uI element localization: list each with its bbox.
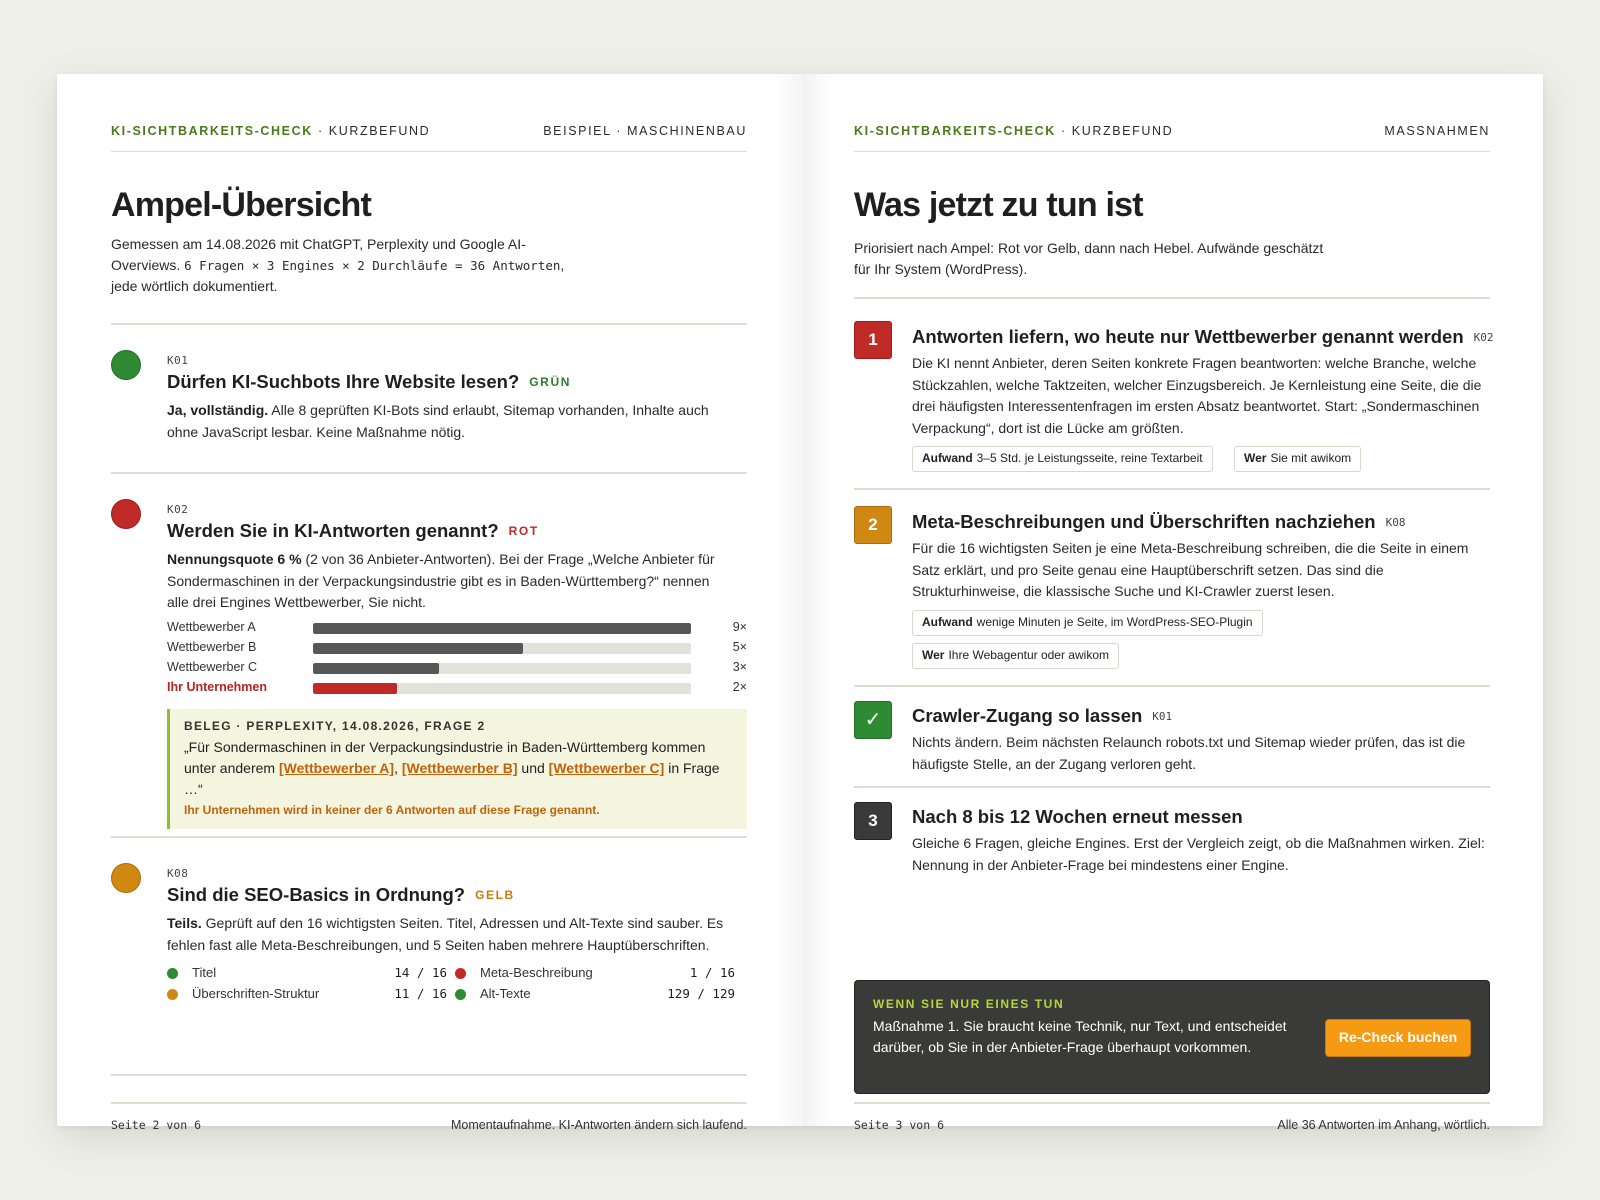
bar-label: Wettbewerber A bbox=[167, 620, 256, 634]
page-left bbox=[111, 74, 747, 1132]
status-dot-green bbox=[111, 350, 141, 380]
measure-text: Gleiche 6 Fragen, gleiche Engines. Erst der Vergleich zeigt, ob die Maßnahmen wirken. Ziel: Nennung in der Anbieter-Frage bei mindestens einer Engine. bbox=[912, 835, 1485, 873]
bar-track bbox=[313, 643, 691, 654]
intro-line: jede wörtlich dokumentiert. bbox=[111, 278, 278, 294]
quote-text: „Für Sondermaschinen in der Verpackungsindustrie in Baden-Württemberg kommen unter anderem bbox=[184, 739, 706, 776]
intro-text bbox=[111, 234, 564, 297]
priority-badge: 3 bbox=[854, 802, 892, 840]
metric-dot bbox=[455, 989, 466, 1000]
quote-conjunction: und bbox=[517, 760, 549, 776]
header-subtitle: KURZBEFUND bbox=[1071, 124, 1174, 138]
header-section-label: MASSNAHMEN bbox=[1384, 124, 1490, 138]
header-section-label: BEISPIEL · MASCHINENBAU bbox=[543, 124, 747, 138]
finding-text: Geprüft auf den 16 wichtigsten Seiten. Titel, Adressen und Alt-Texte sind sauber. Es fehlen fast alle Meta-Beschreibungen, und 5 Seiten haben mehrere Hauptüberschriften. bbox=[167, 915, 724, 953]
bar-row-own-company bbox=[167, 679, 747, 697]
header-separator: · bbox=[317, 124, 324, 138]
brand-label: KI-SICHTBARKEITS-CHECK bbox=[854, 124, 1056, 138]
divider bbox=[111, 323, 747, 325]
bar-label: Wettbewerber B bbox=[167, 640, 257, 654]
intro-suffix: , bbox=[560, 257, 565, 273]
metric-label: Überschriften-Struktur bbox=[192, 986, 320, 1001]
seo-metric bbox=[455, 985, 735, 1005]
footer-rule bbox=[854, 1102, 1490, 1104]
status-dot-amber bbox=[111, 863, 141, 893]
intro-line: für Ihr System (WordPress). bbox=[854, 261, 1028, 277]
divider bbox=[111, 1074, 747, 1076]
header-subtitle: KURZBEFUND bbox=[328, 124, 431, 138]
criterion-question bbox=[167, 371, 571, 393]
metric-label: Alt-Texte bbox=[480, 986, 531, 1001]
callout-heading: WENN SIE NUR EINES TUN bbox=[873, 997, 1065, 1011]
measure-text: Nichts ändern. Beim nächsten Relaunch robots.txt und Sitemap wieder prüfen, das ist die häufigste Stelle, an der Zugang verloren geht. bbox=[912, 734, 1466, 772]
measure-title bbox=[912, 326, 1494, 348]
bar-track bbox=[313, 663, 691, 674]
chip-value: Sie mit awikom bbox=[1270, 451, 1352, 465]
finding-lead: Nennungsquote 6 % bbox=[167, 551, 302, 567]
criterion-body bbox=[167, 549, 735, 614]
measure-text: Die KI nennt Anbieter, deren Seiten konkrete Fragen beantworten: welche Branche, welche Stückzahlen, welche Taktzeiten, welcher Einzugsbereich. Je Kernleistung eine Seite, die die drei häufigsten Interessentenfragen im ersten Absatz beantwortet. Start: „Sondermaschinen Verpackung“, dort ist die Lücke am größten. bbox=[912, 355, 1482, 436]
criterion-body bbox=[167, 400, 735, 443]
finding-text: Alle 8 geprüften KI-Bots sind erlaubt, Sitemap vorhanden, Inhalte auch ohne JavaScript lesbar. Keine Maßnahme nötig. bbox=[167, 402, 709, 440]
finding-text: (2 von 36 Anbieter-Antworten). Bei der Frage „Welche Anbieter für Sondermaschinen in der Verpackungsindustrie gibt es in Baden-Württemberg?“ nennen alle drei Engines Wettbewerber, Sie nicht. bbox=[167, 551, 715, 610]
owner-chip bbox=[912, 643, 1119, 669]
chip-key: Wer bbox=[1244, 451, 1267, 465]
bar-row bbox=[167, 639, 747, 657]
question-text: Werden Sie in KI-Antworten genannt? bbox=[167, 520, 499, 541]
competitor-b-ref: [Wettbewerber B] bbox=[401, 760, 518, 776]
page-number: Seite 2 von 6 bbox=[111, 1118, 202, 1132]
status-label: GELB bbox=[475, 888, 515, 902]
effort-chip bbox=[912, 610, 1263, 636]
bar-fill bbox=[313, 643, 523, 654]
metric-dot bbox=[167, 989, 178, 1000]
chip-key: Aufwand bbox=[922, 451, 973, 465]
bar-count: 3× bbox=[732, 660, 747, 674]
check-badge: ✓ bbox=[854, 701, 892, 739]
evidence-header: BELEG · PERPLEXITY, 14.08.2026, FRAGE 2 bbox=[184, 719, 486, 733]
bar-fill bbox=[313, 623, 691, 634]
intro-prefix: Overviews. bbox=[111, 257, 181, 273]
criterion-question bbox=[167, 520, 539, 542]
measure-code: K02 bbox=[1473, 331, 1494, 344]
footer-rule bbox=[111, 1102, 747, 1104]
measure-title-text: Nach 8 bis 12 Wochen erneut messen bbox=[912, 806, 1243, 827]
measure-title-text: Meta-Beschreibungen und Überschriften nachziehen bbox=[912, 511, 1376, 532]
intro-line bbox=[111, 255, 564, 276]
evidence-note: Ihr Unternehmen wird in keiner der 6 Antworten auf diese Frage genannt. bbox=[184, 803, 600, 817]
competitor-a-ref: [Wettbewerber A] bbox=[278, 760, 395, 776]
header-separator: · bbox=[1060, 124, 1067, 138]
metric-value: 14 / 16 bbox=[394, 965, 447, 980]
metric-dot bbox=[167, 968, 178, 979]
page-number: Seite 3 von 6 bbox=[854, 1118, 945, 1132]
measure-code: K01 bbox=[1152, 710, 1173, 723]
bar-count: 9× bbox=[732, 620, 747, 634]
criterion-code: K08 bbox=[167, 867, 189, 880]
divider bbox=[111, 472, 747, 474]
status-dot-red bbox=[111, 499, 141, 529]
competitor-c-ref: [Wettbewerber C] bbox=[548, 760, 665, 776]
recheck-button[interactable]: Re-Check buchen bbox=[1325, 1019, 1471, 1057]
status-label: GRÜN bbox=[529, 375, 571, 389]
key-takeaway-callout bbox=[854, 980, 1490, 1094]
metric-value: 1 / 16 bbox=[689, 965, 735, 980]
divider bbox=[854, 685, 1490, 687]
question-text: Sind die SEO-Basics in Ordnung? bbox=[167, 884, 466, 905]
bar-label: Wettbewerber C bbox=[167, 660, 258, 674]
seo-metric bbox=[167, 985, 447, 1005]
chip-key: Wer bbox=[922, 648, 945, 662]
priority-badge: 1 bbox=[854, 321, 892, 359]
divider bbox=[854, 786, 1490, 788]
measure-title bbox=[912, 806, 1243, 828]
divider bbox=[111, 836, 747, 838]
footer-note: Momentaufnahme. KI-Antworten ändern sich laufend. bbox=[450, 1118, 747, 1132]
chip-value: wenige Minuten je Seite, im WordPress-SEO-Plugin bbox=[976, 615, 1253, 629]
metric-value: 129 / 129 bbox=[667, 986, 735, 1001]
quote-separator: , bbox=[394, 760, 402, 776]
bar-count: 2× bbox=[732, 680, 747, 694]
metric-label: Meta-Beschreibung bbox=[480, 965, 593, 980]
measure-title bbox=[912, 511, 1405, 533]
evidence-quote bbox=[184, 737, 735, 800]
quote-end: in Frage …“ bbox=[184, 760, 720, 797]
page-gutter bbox=[775, 74, 835, 1126]
bar-label: Ihr Unternehmen bbox=[167, 680, 268, 694]
divider bbox=[854, 297, 1490, 299]
intro-text bbox=[854, 238, 1323, 280]
page-right bbox=[854, 74, 1494, 1132]
measure-title-text: Crawler-Zugang so lassen bbox=[912, 705, 1143, 726]
intro-line: Priorisiert nach Ampel: Rot vor Gelb, dann nach Hebel. Aufwände geschätzt bbox=[854, 240, 1324, 256]
measure-title bbox=[912, 705, 1172, 727]
priority-badge: 2 bbox=[854, 506, 892, 544]
metric-dot bbox=[455, 968, 466, 979]
formula-code: 6 Fragen × 3 Engines × 2 Durchläufe = 36 Antworten bbox=[184, 258, 561, 273]
bar-track bbox=[313, 623, 691, 634]
footer-note: Alle 36 Antworten im Anhang, wörtlich. bbox=[1277, 1118, 1490, 1132]
measure-code: K08 bbox=[1385, 516, 1406, 529]
evidence-quote-box bbox=[167, 709, 747, 829]
bar-track bbox=[313, 683, 691, 694]
seo-metric bbox=[455, 964, 735, 984]
chip-value: 3–5 Std. je Leistungsseite, reine Textarbeit bbox=[976, 451, 1203, 465]
measure-title-text: Antworten liefern, wo heute nur Wettbewerber genannt werden bbox=[912, 326, 1464, 347]
chip-value: Ihre Webagentur oder awikom bbox=[948, 648, 1109, 662]
question-text: Dürfen KI-Suchbots Ihre Website lesen? bbox=[167, 371, 520, 392]
criterion-question bbox=[167, 884, 515, 906]
criterion-code: K01 bbox=[167, 354, 189, 367]
page-title: Ampel-Übersicht bbox=[111, 186, 372, 224]
divider bbox=[854, 488, 1490, 490]
metric-value: 11 / 16 bbox=[394, 986, 447, 1001]
criterion-body bbox=[167, 913, 735, 956]
callout-text: Maßnahme 1. Sie braucht keine Technik, nur Text, und entscheidet darüber, ob Sie in der Anbieter-Frage überhaupt vorkommen. bbox=[873, 1018, 1287, 1055]
bar-row bbox=[167, 619, 747, 637]
bar-row bbox=[167, 659, 747, 677]
criterion-code: K02 bbox=[167, 503, 189, 516]
running-head bbox=[111, 124, 747, 152]
effort-chip bbox=[912, 446, 1213, 472]
metric-label: Titel bbox=[192, 965, 217, 980]
bar-fill bbox=[313, 663, 439, 674]
owner-chip bbox=[1234, 446, 1361, 472]
chip-key: Aufwand bbox=[922, 615, 973, 629]
document-spread bbox=[57, 74, 1543, 1132]
status-label: ROT bbox=[508, 524, 539, 538]
brand-label: KI-SICHTBARKEITS-CHECK bbox=[111, 124, 313, 138]
measure-text: Für die 16 wichtigsten Seiten je eine Meta-Beschreibung schreiben, die die Seite in einem Satz erklärt, und pro Seite genau eine Hauptüberschrift setzen. Das sind die Strukturhinweise, die klassische Suche und KI-Crawler zuerst lesen. bbox=[912, 540, 1469, 599]
finding-lead: Ja, vollständig. bbox=[167, 402, 269, 418]
page-title: Was jetzt zu tun ist bbox=[854, 186, 1143, 224]
bar-fill bbox=[313, 683, 397, 694]
running-head bbox=[854, 124, 1490, 152]
finding-lead: Teils. bbox=[167, 915, 202, 931]
seo-metric bbox=[167, 964, 447, 984]
bar-count: 5× bbox=[732, 640, 747, 654]
intro-line: Gemessen am 14.08.2026 mit ChatGPT, Perplexity und Google AI- bbox=[111, 236, 526, 252]
